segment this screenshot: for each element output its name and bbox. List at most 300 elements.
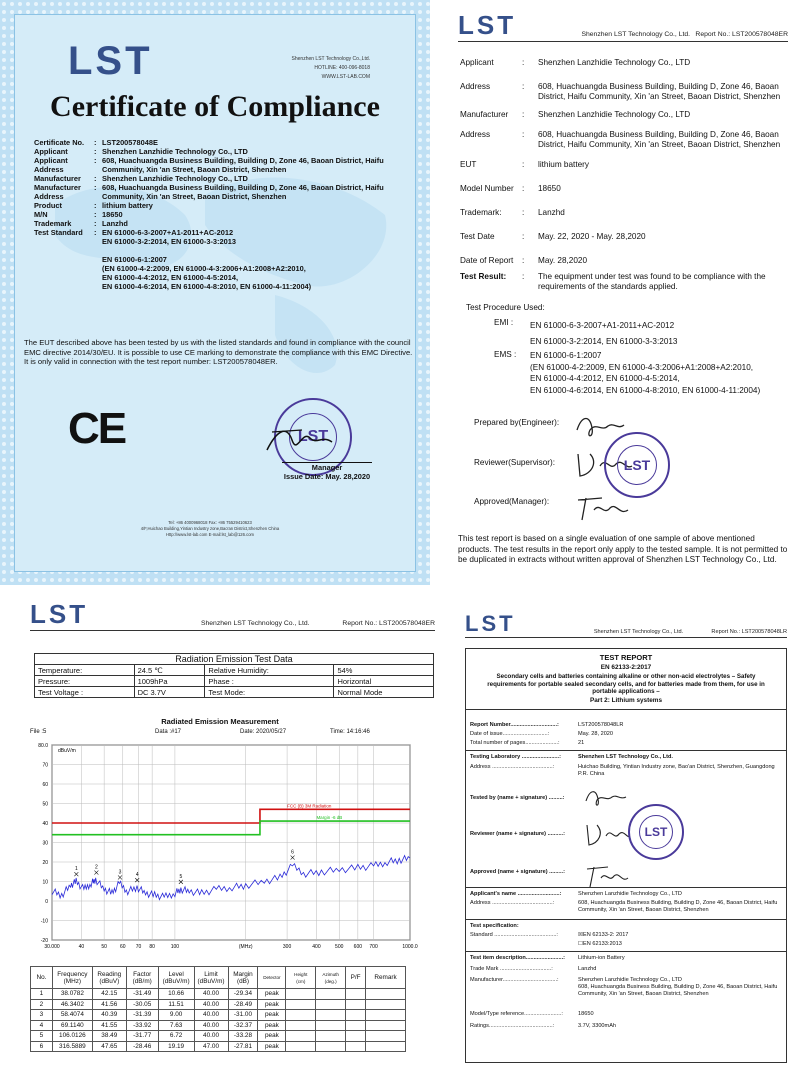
x-tick-label: 300 [282,944,292,950]
cert-row-label: Trademark [34,219,72,228]
condition-cell: Temperature: [35,665,135,676]
ratings-label: Ratings.........................................: [470,1023,555,1029]
approver-signature [582,861,632,889]
standard-row-2 [470,941,782,948]
measure-cell: -28.46 [126,1041,158,1052]
tr-subtitle: Secondary cells and batteries containing alkaline or other non-acid electrolytes – Safety requirements for portable sealed secondary cells, and for batteries made from them, for use in portable applications – [487,673,765,695]
measure-header: No. [31,967,53,989]
measure-cell: peak [258,1031,286,1042]
logo-text: LST [465,611,516,636]
issue-date: Issue Date: May. 28,2020 [283,472,371,481]
time-label: Time: 14:16:46 [330,729,370,735]
standard-row [470,932,782,939]
measure-cell: -31.00 [228,1010,258,1021]
condition-cell: Phase : [205,676,334,687]
company-contact [292,55,370,82]
cert-row-value: 608, Huachuangda Business Building, Building D, Zone 46, Baoan District, Haifu Community, Xin 'an Street, Baoan District, Shenzhen [102,156,384,174]
certificate-panel [0,0,430,585]
report-field-value: lithium battery [538,160,589,169]
measure-cell: 40.00 [194,1020,228,1031]
measure-cell: 40.00 [194,999,228,1010]
ratings-row [470,1023,782,1030]
cert-row-label: Test Standard [34,228,83,237]
separator: : [94,156,97,165]
measure-cell: 5 [31,1031,53,1042]
condition-cell: Normal Mode [334,687,434,698]
measure-row [31,999,406,1010]
x-tick-label: 30.000 [44,944,60,950]
separator: : [522,130,525,139]
measure-cell: 10.66 [158,989,194,1000]
measure-cell [346,1010,366,1021]
report-header [465,613,787,638]
divider [466,750,786,751]
measure-cell: peak [258,999,286,1010]
trademark-label: Trade Mark .................................: [470,966,553,972]
marker-label: 4 [135,872,139,879]
measure-cell [286,1031,316,1042]
separator: : [94,228,97,237]
cert-row-label: Applicant Address [34,156,68,174]
measure-header-row [31,967,406,989]
measure-header: Limit (dBuV/m) [194,967,228,989]
manager-signature [262,420,342,460]
cert-row [34,183,394,201]
x-tick-label: 700 [369,944,378,950]
lab-label: Testing Laboratory ........................: [470,754,561,760]
condition-cell: Test Voltage : [35,687,135,698]
y-tick-label: 30 [42,840,48,847]
measure-cell [316,1010,346,1021]
spec-row [470,923,782,930]
hotline: HOTLINE: 400-096-8018 [314,65,370,71]
logo-text: LST [458,10,517,40]
lab-address-label: Address .......................................: [470,764,555,770]
x-tick-label: 600 [353,944,363,950]
marker-label: 6 [291,849,294,856]
header-rule [465,637,787,638]
header-report-no: Report No.: LST200578048ER [342,620,435,627]
condition-cell: 1009hPa [134,676,205,687]
measure-cell: 47.65 [92,1041,126,1052]
measure-row [31,1031,406,1042]
seal-text: LST [644,825,668,839]
header-report-no: Report No.: LST200578048LR [711,629,787,635]
header-company: Shenzhen LST Technology Co., Ltd. [593,629,684,635]
x-tick-label: 40 [78,944,85,950]
limit-line-label: Margin -6 dB [316,815,343,821]
cert-row [34,201,394,210]
reviewer-label: Reviewer (name + signature) ..........: [470,831,565,837]
standard-option-1: ☒EN 62133-2: 2017 [578,932,629,938]
measure-cell [286,989,316,1000]
measure-cell [366,989,406,1000]
measure-cell [316,999,346,1010]
lst-logo [458,12,516,38]
ce-mark: CE [68,404,126,453]
standard-option-2: ☐EN 62133:2013 [578,941,622,947]
report-field-label: Manufacturer [460,110,509,119]
approved-label: Approved(Manager): [474,497,550,506]
measure-cell: -33.92 [126,1020,158,1031]
measure-cell: -31.77 [126,1031,158,1042]
measure-cell [286,1041,316,1052]
report-field-label: Date of Report [460,256,514,265]
item-label: Test item description........................: [470,955,566,961]
measure-row [31,989,406,1000]
seal-text: LST [297,428,329,445]
measure-header: P/F [346,967,366,989]
measure-cell [346,1031,366,1042]
certificate-title: Certificate of Compliance [50,90,380,123]
measure-cell: 38.0782 [52,989,92,1000]
header-report-no: Report No.: LST200578048ER [695,31,788,38]
measure-cell: 41.56 [92,999,126,1010]
measure-header: Reading (dBuV) [92,967,126,989]
x-tick-label: 70 [135,944,142,950]
tested-by-signature [582,785,632,809]
manager-label: Manager [311,463,343,472]
cert-row [34,156,394,174]
measure-cell: 40.39 [92,1010,126,1021]
measure-cell [346,1020,366,1031]
certificate-details [34,138,394,291]
y-tick-label: -10 [40,918,48,925]
header-company: Shenzhen LST Technology Co., Ltd. [581,31,691,38]
y-tick-label: 40 [42,821,48,827]
measurement-table [30,966,406,1052]
report-field-row [460,184,790,194]
measure-cell [286,1010,316,1021]
y-tick-label: 20 [42,860,48,866]
separator: : [94,147,97,156]
measure-cell [346,1041,366,1052]
logo-text: LST [68,39,153,83]
measure-cell: peak [258,989,286,1000]
applicant-address-label: Address .......................................: [470,900,555,906]
cert-row-value: Shenzhen Lanzhidie Technology Co., LTD [102,174,248,183]
report-field-row [460,256,790,266]
applicant-address-row [470,900,782,914]
measure-cell [316,1031,346,1042]
cert-row-label: M/N [34,210,48,219]
footer-web: Http://www.lst-lab.com E-mail:lst_lab@126.com [165,532,255,537]
measure-cell: 1 [31,989,53,1000]
report-disclaimer: This test report is based on a single evaluation of one sample of above mentioned products. The test results in the report only apply to the tested sample. It is not permitted to be duplicated in extracts without written approval of Shenzhen LST Technology Co., Ltd. [458,534,788,564]
separator: : [522,160,525,169]
divider [466,887,786,888]
cert-row-label: Product [34,201,62,210]
report-field-row [460,82,790,102]
separator: : [522,232,525,241]
footer-address: 4/F,Huichao Building,Yintian Industry zone,Bao'an District,Shenzhen China [140,526,280,531]
measure-header: Level (dBuV/m) [158,967,194,989]
cert-row-label: Certificate No. [34,138,85,147]
cert-row [34,174,394,183]
measure-cell: -30.05 [126,999,158,1010]
measure-cell: -32.37 [228,1020,258,1031]
measure-header: Factor (dB/m) [126,967,158,989]
measure-cell: 38.49 [92,1031,126,1042]
separator: : [522,256,525,265]
date-label: Date: 2020/05/27 [240,729,287,735]
reviewer-label: Reviewer(Supervisor): [474,458,555,467]
measure-cell: 11.51 [158,999,194,1010]
measure-cell: -27.81 [228,1041,258,1052]
measure-cell: peak [258,1010,286,1021]
measure-cell: 3 [31,1010,53,1021]
x-tick-label: 100 [170,944,180,950]
manufacturer-value: Shenzhen Lanzhidie Technology Co., LTD 608, Huachuangda Business Building, Building D, Zone 46, Baoan District, Haifu Community, Xin 'an Street, Baoan District, Shenzhen [578,977,778,997]
prepared-label: Prepared by(Engineer): [474,418,560,427]
lab-value: Shenzhen LST Technology Co., Ltd. [578,754,673,760]
condition-cell: DC 3.7V [134,687,205,698]
lab-address-value: Huichao Building, Yintian Industry zone, Bao'an District, Shenzhen, Guangdong P.R. China [578,764,775,777]
cert-row-value: lithium battery [102,201,153,210]
report-field-label: Model Number [460,184,514,193]
measure-cell [316,1041,346,1052]
lab-row [470,754,782,761]
company-name: Shenzhen LST Technology Co.,Ltd. [291,56,370,62]
report-field-value: 18650 [538,184,561,193]
y-tick-label: 10 [42,879,48,886]
report-field-label: Test Date [460,232,495,241]
report-field-row [460,110,790,120]
measure-header: Frequency (MHz) [52,967,92,989]
measure-header: Height (cm) [286,967,316,989]
measure-cell [366,1020,406,1031]
pages-label: Total number of pages.....................: [470,740,560,746]
measure-cell: -28.49 [228,999,258,1010]
ratings-value: 3.7V, 3300mAh [578,1023,617,1029]
report-field-value: 608, Huachuangda Business Building, Building D, Zone 46, Baoan District, Haifu Community, Xin 'an Street, Baoan District, Shenzhen [538,82,781,101]
separator: : [94,138,97,147]
condition-cell: 54% [334,665,434,676]
manufacturer-row [470,977,782,998]
report-field-value: Shenzhen Lanzhidie Technology Co., LTD [538,58,691,67]
measure-cell [346,999,366,1010]
measure-header: Remark [366,967,406,989]
company-seal [628,804,684,860]
x-tick-label: 50 [101,944,107,950]
x-tick-label: 1000.0 [402,944,418,950]
measure-cell: 42.15 [92,989,126,1000]
y-axis-label: dBuV/m [58,748,76,754]
measure-cell: 19.19 [158,1041,194,1052]
measure-header: Azimuth (deg.) [316,967,346,989]
cert-row-value: 18650 [102,210,123,219]
report-number-value: LST200578048LR [578,722,624,728]
measure-cell: 69.1140 [52,1020,92,1031]
tr-standard: EN 62133-2:2017 [600,664,652,671]
separator: : [522,110,525,119]
measure-cell: 46.3402 [52,999,92,1010]
cert-row-label: Applicant [34,147,68,156]
measure-row [31,1010,406,1021]
tested-by-label: Tested by (name + signature) .........: [470,795,565,801]
data-label: Data :#17 [155,729,182,735]
report-field-label: Applicant [460,58,494,67]
reviewer-signature [582,821,632,851]
report-number-label: Report Number..............................: [470,722,559,728]
lab-address-row [470,764,782,778]
measure-cell [366,999,406,1010]
certificate-footer [60,520,360,538]
seal-text: LST [623,457,651,473]
date-value: May. 28, 2020 [578,731,614,737]
cert-row-value: LST200578048E [102,138,158,147]
cert-row [34,138,394,147]
test-result-value: The equipment under test was found to be compliance with the requirements of the standards applied. [538,272,766,291]
measure-cell: 41.55 [92,1020,126,1031]
measure-cell: -31.39 [126,1010,158,1021]
marker-label: 3 [118,869,122,876]
pages-value: 21 [578,740,585,746]
model-value: 18650 [578,1011,594,1017]
separator: : [94,201,97,210]
condition-cell: Test Mode: [205,687,334,698]
y-tick-label: -20 [40,938,48,944]
measure-cell: 4 [31,1020,53,1031]
cert-row-value: Lanzhd [102,219,128,228]
cert-row [34,210,394,219]
report-field-row [460,58,790,68]
approved-label: Approved (name + signature) .........: [470,869,565,875]
model-row [470,1011,782,1018]
test-result-row: Test Result: : The equipment under test was found to be compliance with the requirements of the standards applied. [460,272,790,292]
cert-row-value: Shenzhen Lanzhidie Technology Co., LTD [102,147,248,156]
measure-cell: 40.00 [194,1010,228,1021]
report-field-label: Trademark: [460,208,502,217]
spec-label: Test specification: [470,923,519,929]
model-label: Model/Type reference........................: [470,1011,563,1017]
cert-row-value: EN 61000-6-3-2007+A1-2011+AC-2012 EN 61000-3-2:2014, EN 61000-3-3:2013 EN 61000-6-1:2007 (EN 61000-4-2:2009, EN 61000-4-3:2006+A1:2008+A2:2010, EN 61000-4-4:2012, EN 61000-4-5:2014, EN 61000-4-6:2014, EN 61000-4-8:2010, EN 61000-4-11:2004) [102,228,312,291]
cert-row [34,147,394,156]
measure-cell: 6 [31,1041,53,1052]
y-tick-label: 50 [42,801,48,808]
certificate-statement: The EUT described above has been tested by us with the listed standards and found in compliance with the council EMC directive 2014/30/EU. It is possible to use CE marking to demonstrate the compliance with this EMC Directive. It is only valid in connection with the test report number: LST200578048ER. [24,338,413,366]
separator: : [522,184,525,193]
measure-cell: 106.0126 [52,1031,92,1042]
cert-row [34,219,394,228]
measure-row [31,1041,406,1052]
measure-cell: 40.00 [194,1031,228,1042]
header-rule [458,41,788,42]
tr-part: Part 2: Lithium systems [589,697,663,704]
website: WWW.LST-LAB.COM [321,74,370,80]
divider [466,919,786,920]
logo-text: LST [30,599,89,629]
limit-line-label: FCC (B) 3M Radiation [287,803,332,809]
report-field-label: Address [460,82,491,91]
report-field-value: Lanzhd [538,208,565,217]
y-tick-label: 0 [45,899,48,905]
condition-cell: Relative Humidity: [205,665,334,676]
x-tick-label: 500 [335,944,344,950]
y-tick-label: 60 [42,782,48,788]
report-field-label: EUT [460,160,477,169]
x-tick-label: 80 [149,944,155,950]
procedure-label: Test Procedure Used: [466,303,545,312]
x-tick-label: 60 [119,944,126,950]
radiation-test-panel [0,595,440,1071]
measure-cell [346,989,366,1000]
date-label: Date of issue.............................: [470,731,550,737]
measure-cell: 9.00 [158,1010,194,1021]
marker-label: 2 [95,864,98,871]
measure-cell [366,1010,406,1021]
item-value: Lithium-ion Battery [578,955,625,961]
report-summary-panel [444,0,799,585]
measure-cell [316,1020,346,1031]
emission-chart [0,595,440,955]
report-field-row [460,232,790,242]
footer-phone: Tel: +86 4000968018 Fax: +86 75529410623 [168,520,252,525]
report-field-value: May. 22, 2020 - May. 28,2020 [538,232,646,241]
x-tick-label: 400 [312,944,321,950]
report-field-row [460,130,790,150]
item-row [470,955,782,962]
measure-cell: peak [258,1020,286,1031]
measure-cell: 40.00 [194,989,228,1000]
divider [466,709,786,710]
applicant-row [470,891,782,898]
measure-cell: 316.5889 [52,1041,92,1052]
date-row [470,731,782,738]
company-seal [604,432,670,498]
ems-label: EMS : [494,350,517,359]
standard-label: Standard ........................................: [470,932,558,938]
trademark-value: Lanzhd [578,966,597,972]
measure-cell: 58.4074 [52,1010,92,1021]
cert-row-label: Manufacturer Address [34,183,81,201]
separator: : [522,208,525,217]
separator: : [522,82,525,91]
applicant-value: Shenzhen Lanzhidie Technology Co., LTD [578,891,682,897]
y-tick-label: 70 [42,762,48,769]
measure-header: Detector [258,967,286,989]
test-report-box [465,648,787,1063]
measure-cell [366,1031,406,1042]
pages-row [470,740,782,747]
ems-standards: EN 61000-6-1:2007 (EN 61000-4-2:2009, EN 61000-4-3:2006+A1:2008+A2:2010, EN 61000-4-4:2012, EN 61000-4-5:2014, EN 61000-4-6:2014, EN 61000-4-8:2010, EN 61000-4-11:2004) [530,351,761,395]
separator: : [522,58,525,67]
y-tick-label: 80.0 [38,743,48,749]
report-field-value: 608, Huachuangda Business Building, Building D, Zone 46, Baoan District, Haifu Community, Xin 'an Street, Baoan District, Shenzhen [538,130,781,149]
report-field-row [460,208,790,218]
x-axis-label: (MHz) [238,944,253,950]
report-number-row [470,722,782,729]
cert-row-label: Manufacturer [34,174,81,183]
report-field-value: Shenzhen Lanzhidie Technology Co., LTD [538,110,691,119]
lst-logo [465,613,516,635]
measure-cell: -31.49 [126,989,158,1000]
condition-cell: Horizontal [334,676,434,687]
measure-row [31,1020,406,1031]
measure-cell: 6.72 [158,1031,194,1042]
report-header [458,12,788,42]
measure-cell: 47.00 [194,1041,228,1052]
condition-cell: Pressure: [35,676,135,687]
test-report-panel [453,595,799,1071]
measure-cell [286,1020,316,1031]
measure-cell: 2 [31,999,53,1010]
applicant-label: Applicant's name ...........................: [470,891,562,897]
marker-label: 5 [179,873,183,880]
applicant-address-value: 608, Huachuangda Business Building, Building D, Zone 46, Baoan District, Haifu Community, Xin 'an Street, Baoan District, Shenzhen [578,900,778,913]
manager-block [262,462,392,481]
emi-label: EMI : [494,318,514,327]
